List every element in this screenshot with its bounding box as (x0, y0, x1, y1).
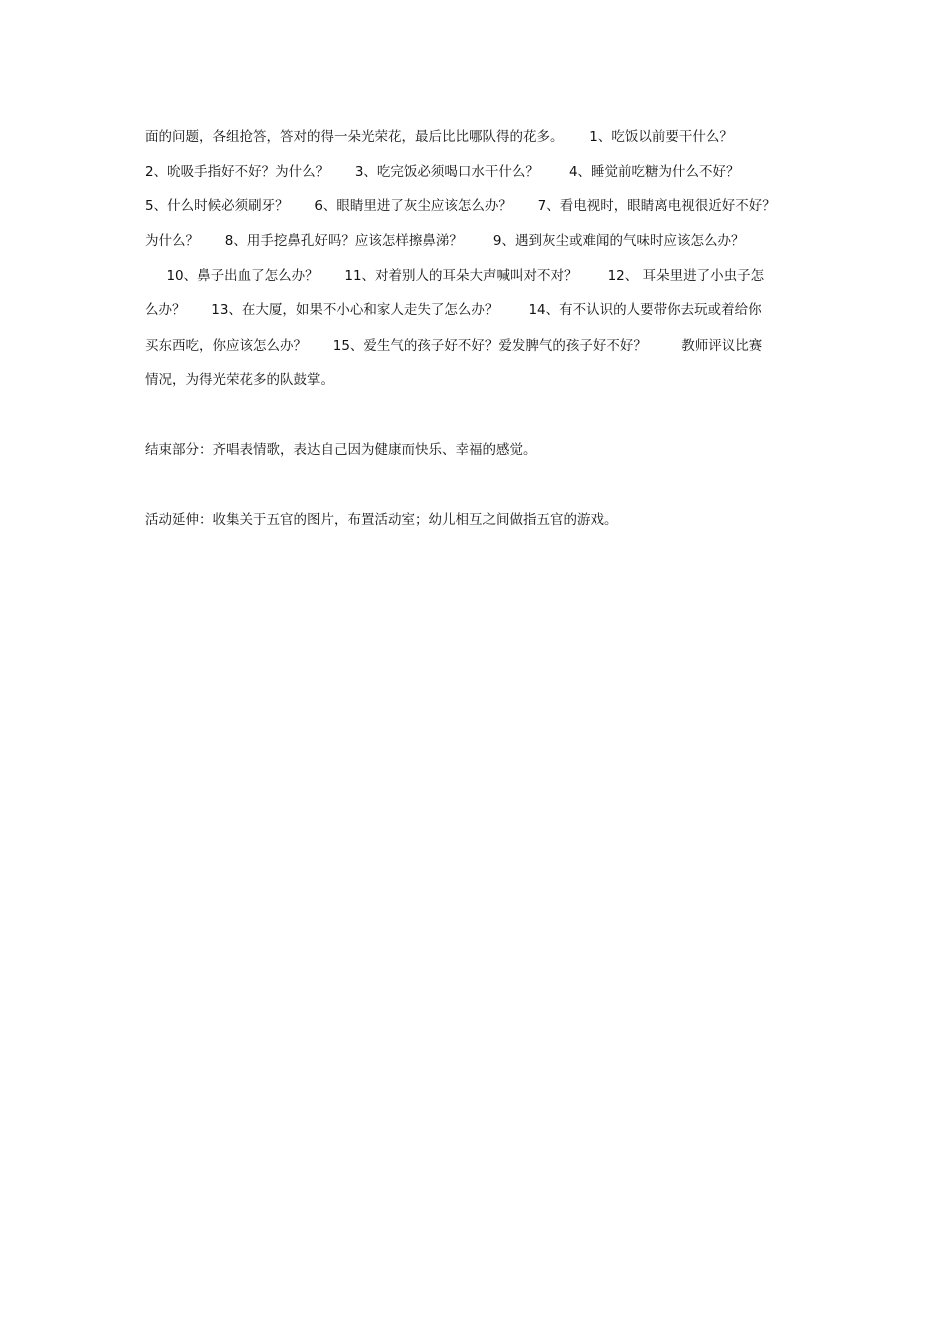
paragraph-line-4: 为什么？ 8、用手挖鼻孔好吗？应该怎样擦鼻涕？ 9、遇到灰尘或难闻的气味时应该怎么办？ (145, 233, 745, 249)
paragraph-line-6: 么办？ 13、在大厦，如果不小心和家人走失了怎么办？ 14、有不认识的人要带你去玩或着给你 (145, 302, 762, 318)
paragraph-line-7: 买东西吃，你应该怎么办？ 15、爱生气的孩子好不好？爱发脾气的孩子好不好？ 教师评议比赛 (145, 338, 763, 354)
paragraph-line-8: 情况，为得光荣花多的队鼓掌。 (145, 372, 334, 388)
paragraph-line-5: 10、鼻子出血了怎么办？ 11、对着别人的耳朵大声喊叫对不对？ 12、 耳朵里进了小虫子怎 (145, 268, 765, 284)
activity-extension-text: 活动延伸：收集关于五官的图片，布置活动室；幼儿相互之间做指五官的游戏。 (145, 512, 618, 528)
paragraph-line-3: 5、什么时候必须刷牙？ 6、眼睛里进了灰尘应该怎么办？ 7、看电视时，眼睛离电视很近好不好？ (145, 198, 776, 214)
paragraph-line-1: 面的问题，各组抢答，答对的得一朵光荣花，最后比比哪队得的花多。 1、吃饭以前要干什么？ (145, 129, 733, 145)
ending-section-text: 结束部分：齐唱表情歌，表达自己因为健康而快乐、幸福的感觉。 (145, 442, 537, 458)
paragraph-line-2: 2、吮吸手指好不好？为什么？ 3、吃完饭必须喝口水干什么？ 4、睡觉前吃糖为什么不好？ (145, 164, 740, 180)
